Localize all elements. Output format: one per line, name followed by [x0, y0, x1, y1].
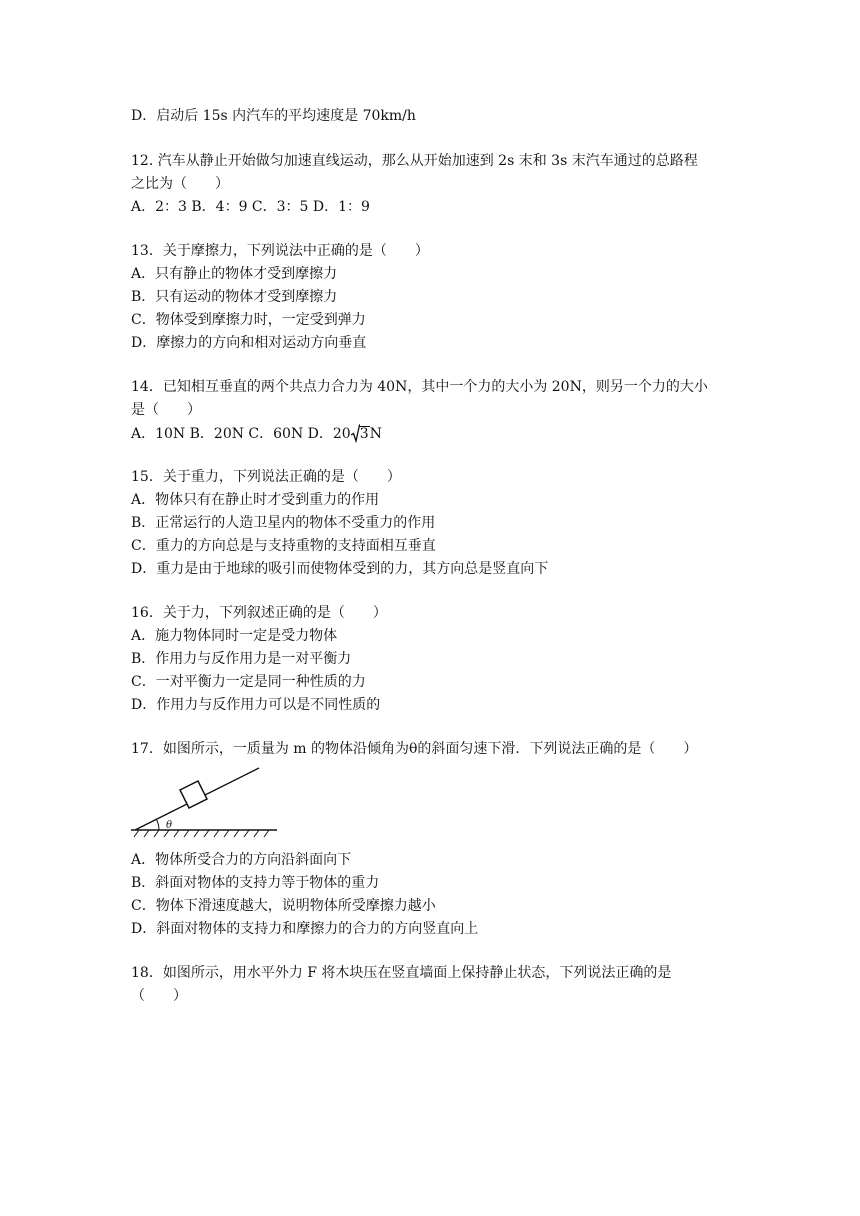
q18-stem-line1: 18．如图所示，用水平外力 F 将木块压在竖直墙面上保持静止状态，下列说法正确的是: [131, 965, 672, 981]
q13-stem: 13．关于摩擦力，下列说法中正确的是（ ）: [131, 243, 429, 259]
angle-arc: [157, 820, 160, 831]
q14-radicand: 3: [359, 426, 369, 442]
ground-hatching: [134, 830, 269, 837]
q13-option-a: A．只有静止的物体才受到摩擦力: [131, 266, 338, 282]
q12-options: A．2：3 B．4：9 C．3：5 D．1：9: [131, 199, 370, 215]
angle-label: θ: [166, 820, 173, 831]
q17-option-a: A．物体所受合力的方向沿斜面向下: [131, 852, 352, 868]
q14-options-prefix: A．10N B．20N C．60N D．20: [131, 426, 351, 442]
q17-option-b: B．斜面对物体的支持力等于物体的重力: [131, 875, 380, 891]
q12-stem-line1: 12. 汽车从静止开始做匀加速直线运动，那么从开始加速到 2s 末和 3s 末汽车通过的总路程: [131, 153, 698, 169]
q14-stem-line1: 14．已知相互垂直的两个共点力合力为 40N，其中一个力的大小为 20N，则另一个力的大小: [131, 379, 708, 395]
q15-option-c: C．重力的方向总是与支持重物的支持面相互垂直: [131, 538, 436, 554]
q14-options: [131, 423, 382, 444]
q16-option-b: B．作用力与反作用力是一对平衡力: [131, 651, 352, 667]
q16-option-c: C．一对平衡力一定是同一种性质的力: [131, 674, 366, 690]
q14-stem-line2: 是（ ）: [131, 402, 201, 418]
q15-option-b: B．正常运行的人造卫星内的物体不受重力的作用: [131, 515, 436, 531]
q15-stem: 15．关于重力，下列说法正确的是（ ）: [131, 469, 401, 485]
q17-option-d: D．斜面对物体的支持力和摩擦力的合力的方向竖直向上: [131, 921, 479, 937]
incline-figure: [131, 766, 281, 840]
q16-option-d: D．作用力与反作用力可以是不同性质的: [131, 697, 381, 713]
q18-stem-line2: （ ）: [131, 988, 187, 1004]
q13-option-c: C．物体受到摩擦力时，一定受到弹力: [131, 312, 366, 328]
q16-option-a: A．施力物体同时一定是受力物体: [131, 628, 338, 644]
q15-option-d: D．重力是由于地球的吸引而使物体受到的力，其方向总是竖直向下: [131, 561, 549, 577]
q17-stem: 17．如图所示，一质量为 m 的物体沿倾角为θ的斜面匀速下滑．下列说法正确的是（ ）: [131, 741, 698, 757]
q11-option-d: D．启动后 15s 内汽车的平均速度是 70km/h: [131, 108, 416, 124]
q14-options-suffix: N: [369, 426, 382, 442]
q15-option-a: A．物体只有在静止时才受到重力的作用: [131, 492, 380, 508]
q17-option-c: C．物体下滑速度越大，说明物体所受摩擦力越小: [131, 898, 436, 914]
q13-option-d: D．摩擦力的方向和相对运动方向垂直: [131, 335, 367, 351]
sliding-block: [180, 781, 207, 808]
q13-option-b: B．只有运动的物体才受到摩擦力: [131, 289, 338, 305]
q16-stem: 16．关于力，下列叙述正确的是（ ）: [131, 605, 387, 621]
q12-stem-line2: 之比为（ ）: [131, 176, 229, 192]
